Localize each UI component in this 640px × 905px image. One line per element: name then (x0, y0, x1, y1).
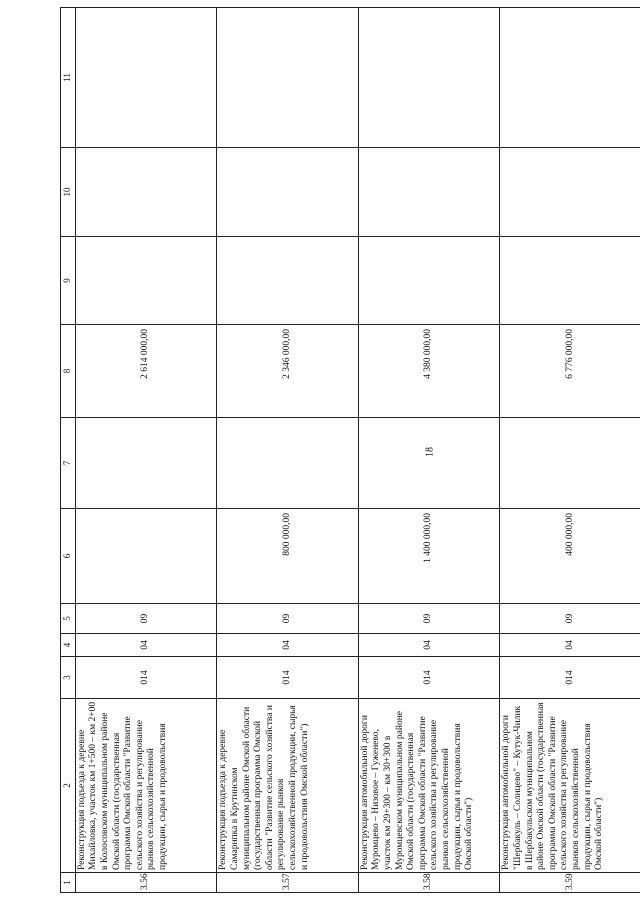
header-cell: 5 (61, 604, 76, 634)
cell-col7 (75, 418, 217, 509)
cell-col4: 04 (358, 634, 500, 657)
row-number: 3.56 (75, 873, 217, 893)
cell-col6: 800 000,00 (217, 509, 359, 604)
cell-col9 (75, 237, 217, 325)
row-description: Реконструкция автомобильной дороги Муромцево – Низовое – Гуженево, участок км 29+300 – км 30+300 в Муромцевском муниципальном районе Омской области (государственная программа Омской области "Развитие сельского хозяйства и регулирование рынков сельскохозяйственной продукции, сырья и продовольствия Омской области") (358, 699, 500, 873)
header-cell: 9 (61, 237, 76, 325)
table-row (500, 8, 640, 893)
row-description: Реконструкция автомобильной дороги "Шербакуль – Солнцево" – Кутук-Чилик в Шербакульском муниципальном районе Омской области (государственная программа Омской области "Развитие сельского хозяйства и регулирование рынков сельскохозяйственной продукции, сырья и продовольствия Омской области") (500, 699, 640, 873)
cell-col4: 04 (217, 634, 359, 657)
cell-col11 (217, 8, 359, 148)
table-row (75, 8, 217, 893)
row-number: 3.58 (358, 873, 500, 893)
cell-col5: 09 (75, 604, 217, 634)
row-number: 3.59 (500, 873, 640, 893)
cell-col10 (75, 148, 217, 237)
budget-table (60, 7, 640, 893)
cell-col8: 2 614 000,00 (75, 325, 217, 418)
cell-col11 (500, 8, 640, 148)
budget-table-wrapper (60, 8, 640, 893)
cell-col5: 09 (217, 604, 359, 634)
cell-col8: 6 776 000,00 (500, 325, 640, 418)
table-row (358, 8, 500, 893)
cell-col9 (358, 237, 500, 325)
cell-col8: 4 380 000,00 (358, 325, 500, 418)
cell-col6 (75, 509, 217, 604)
row-number: 3.57 (217, 873, 359, 893)
header-cell: 8 (61, 325, 76, 418)
cell-col5: 09 (500, 604, 640, 634)
header-cell: 2 (61, 699, 76, 873)
row-description: Реконструкция подъезда к деревне Михайловка, участок км 1+500 – км 2+00 в Колосовском муниципальном районе Омской области (государственная программа Омской области "Развитие сельского хозяйства и регулирование рынков сельскохозяйственной продукции, сырья и продовольствия (75, 699, 217, 873)
header-cell: 3 (61, 657, 76, 699)
cell-col3: 014 (500, 657, 640, 699)
cell-col11 (75, 8, 217, 148)
cell-col4: 04 (75, 634, 217, 657)
cell-col7 (358, 418, 500, 509)
cell-col7 (500, 418, 640, 509)
cell-col10 (500, 148, 640, 237)
cell-col8: 2 346 000,00 (217, 325, 359, 418)
header-cell: 10 (61, 148, 76, 237)
cell-col4: 04 (500, 634, 640, 657)
cell-col3: 014 (217, 657, 359, 699)
cell-col9 (217, 237, 359, 325)
header-cell: 1 (61, 873, 76, 893)
cell-col6: 1 400 000,00 (358, 509, 500, 604)
header-row (61, 8, 76, 893)
cell-col10 (217, 148, 359, 237)
page-number: 18 (424, 447, 436, 457)
cell-col3: 014 (358, 657, 500, 699)
cell-col11 (358, 8, 500, 148)
row-description: Реконструкция подъезда к деревне Самарнпка в Крутинском муниципальном районе Омской области (государственная программа Омской области "Развитие сельского хозяйства и регулирование рынков сельскохозяйственной продукции, сырья и продовольствия Омской области") (217, 699, 359, 873)
header-cell: 7 (61, 418, 76, 509)
cell-col9 (500, 237, 640, 325)
table-rotated-area (60, 8, 640, 893)
header-cell: 6 (61, 509, 76, 604)
cell-col3: 014 (75, 657, 217, 699)
table-row (217, 8, 359, 893)
cell-col5: 09 (358, 604, 500, 634)
cell-col7 (217, 418, 359, 509)
cell-col6: 400 000,00 (500, 509, 640, 604)
header-cell: 4 (61, 634, 76, 657)
cell-col10 (358, 148, 500, 237)
header-cell: 11 (61, 8, 76, 148)
